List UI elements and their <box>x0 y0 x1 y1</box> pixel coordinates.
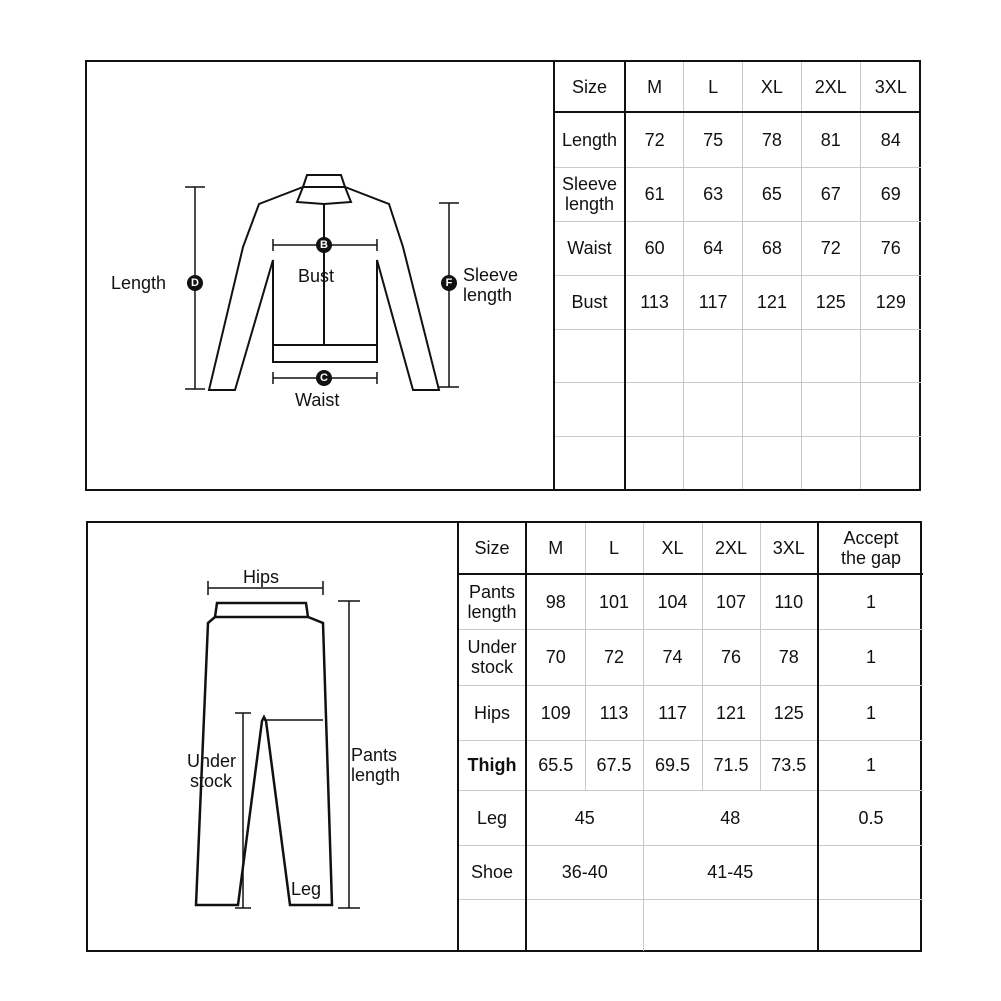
header-size: Size <box>458 523 526 574</box>
table-row-empty <box>554 382 921 436</box>
table-row <box>458 790 923 845</box>
table-cell: 113 <box>585 685 643 740</box>
table-cell-merged: 36-40 <box>526 845 643 899</box>
table-row <box>554 221 921 275</box>
table-cell: 76 <box>702 629 760 685</box>
jacket-size-table <box>553 62 921 489</box>
table-cell: 68 <box>743 221 802 275</box>
length-badge: D <box>187 275 203 291</box>
gap-cell: 1 <box>818 740 923 790</box>
table-cell: 67.5 <box>585 740 643 790</box>
header-accept-line1: Accept <box>843 528 899 548</box>
sleeve-label-line2: length <box>463 285 513 305</box>
row-label-line1: Pants <box>468 581 516 602</box>
table-row-empty <box>554 329 921 382</box>
row-label: Shoe <box>458 845 526 899</box>
jacket-size-panel <box>85 60 921 491</box>
table-cell: 129 <box>860 275 921 329</box>
table-cell: 81 <box>801 112 860 167</box>
pants-diagram <box>88 523 457 950</box>
header-xl: XL <box>743 62 802 112</box>
gap-cell: 1 <box>818 685 923 740</box>
header-m: M <box>625 62 684 112</box>
table-cell: 125 <box>801 275 860 329</box>
bust-label: Bust <box>298 266 335 286</box>
header-3xl: 3XL <box>760 523 818 574</box>
table-cell: 117 <box>643 685 702 740</box>
length-label: Length <box>111 273 167 293</box>
header-2xl: 2XL <box>702 523 760 574</box>
table-cell-merged: 45 <box>526 790 643 845</box>
under-stock-label-line1: Under <box>187 751 237 771</box>
table-cell: 60 <box>625 221 684 275</box>
table-cell: 78 <box>760 629 818 685</box>
table-row <box>554 167 921 221</box>
table-cell: 74 <box>643 629 702 685</box>
table-cell: 110 <box>760 574 818 629</box>
table-row <box>458 685 923 740</box>
header-m: M <box>526 523 585 574</box>
table-cell: 72 <box>625 112 684 167</box>
table-cell: 117 <box>684 275 743 329</box>
pants-length-label-line1: Pants <box>351 745 398 765</box>
row-label: Leg <box>458 790 526 845</box>
table-row <box>458 574 923 629</box>
gap-cell <box>818 845 923 899</box>
leg-label: Leg <box>291 879 322 899</box>
table-cell: 73.5 <box>760 740 818 790</box>
pants-size-panel <box>86 521 922 952</box>
table-cell-merged: 48 <box>643 790 818 845</box>
header-3xl: 3XL <box>860 62 921 112</box>
table-header-row <box>458 523 923 574</box>
table-row <box>554 275 921 329</box>
hips-label: Hips <box>243 567 280 587</box>
table-cell: 65.5 <box>526 740 585 790</box>
sleeve-label-line1: Sleeve <box>463 265 519 285</box>
table-cell: 98 <box>526 574 585 629</box>
row-label-line2: length <box>564 194 614 214</box>
sleeve-badge: F <box>441 275 457 291</box>
table-cell: 125 <box>760 685 818 740</box>
jacket-collar-shape <box>303 175 345 187</box>
table-cell: 69 <box>860 167 921 221</box>
table-row <box>458 845 923 899</box>
table-header-row <box>554 62 921 112</box>
row-label-line1: Under <box>467 637 517 657</box>
pants-length-label-line2: length <box>351 765 401 785</box>
gap-cell: 0.5 <box>818 790 923 845</box>
waist-label: Waist <box>295 390 340 410</box>
waist-badge: C <box>316 370 332 386</box>
row-label <box>458 629 526 685</box>
table-cell: 65 <box>743 167 802 221</box>
table-cell: 63 <box>684 167 743 221</box>
table-cell: 84 <box>860 112 921 167</box>
row-label-line1: Sleeve <box>561 174 617 194</box>
row-label: Waist <box>554 221 625 275</box>
header-accept-line2: the gap <box>840 548 902 568</box>
pants-waistband-shape <box>215 603 308 617</box>
pants-size-table <box>457 523 923 951</box>
header-xl: XL <box>643 523 702 574</box>
table-cell: 71.5 <box>702 740 760 790</box>
table-row-empty <box>554 436 921 489</box>
bust-badge: B <box>316 237 332 253</box>
row-label: Length <box>554 112 625 167</box>
table-cell: 107 <box>702 574 760 629</box>
table-cell: 101 <box>585 574 643 629</box>
table-row-empty <box>458 899 923 951</box>
gap-cell: 1 <box>818 574 923 629</box>
table-cell: 121 <box>743 275 802 329</box>
under-stock-label-line2: stock <box>190 771 233 791</box>
table-cell: 72 <box>585 629 643 685</box>
table-cell: 76 <box>860 221 921 275</box>
table-row <box>458 740 923 790</box>
table-cell: 70 <box>526 629 585 685</box>
table-cell: 109 <box>526 685 585 740</box>
table-row <box>554 112 921 167</box>
header-accept-the-gap <box>818 523 923 574</box>
row-label: Hips <box>458 685 526 740</box>
table-cell: 72 <box>801 221 860 275</box>
row-label: Thigh <box>458 740 526 790</box>
row-label <box>554 167 625 221</box>
table-cell: 75 <box>684 112 743 167</box>
header-2xl: 2XL <box>801 62 860 112</box>
row-label-line2: stock <box>470 657 513 677</box>
gap-cell: 1 <box>818 629 923 685</box>
table-cell: 104 <box>643 574 702 629</box>
table-cell: 69.5 <box>643 740 702 790</box>
header-size: Size <box>554 62 625 112</box>
header-l: L <box>684 62 743 112</box>
table-cell: 121 <box>702 685 760 740</box>
row-label: Bust <box>554 275 625 329</box>
table-cell: 78 <box>743 112 802 167</box>
row-label <box>458 574 526 629</box>
table-cell: 113 <box>625 275 684 329</box>
table-cell: 64 <box>684 221 743 275</box>
table-cell-merged: 41-45 <box>643 845 818 899</box>
row-label-line2: length <box>467 601 517 622</box>
header-l: L <box>585 523 643 574</box>
table-row <box>458 629 923 685</box>
table-cell: 67 <box>801 167 860 221</box>
table-cell: 61 <box>625 167 684 221</box>
